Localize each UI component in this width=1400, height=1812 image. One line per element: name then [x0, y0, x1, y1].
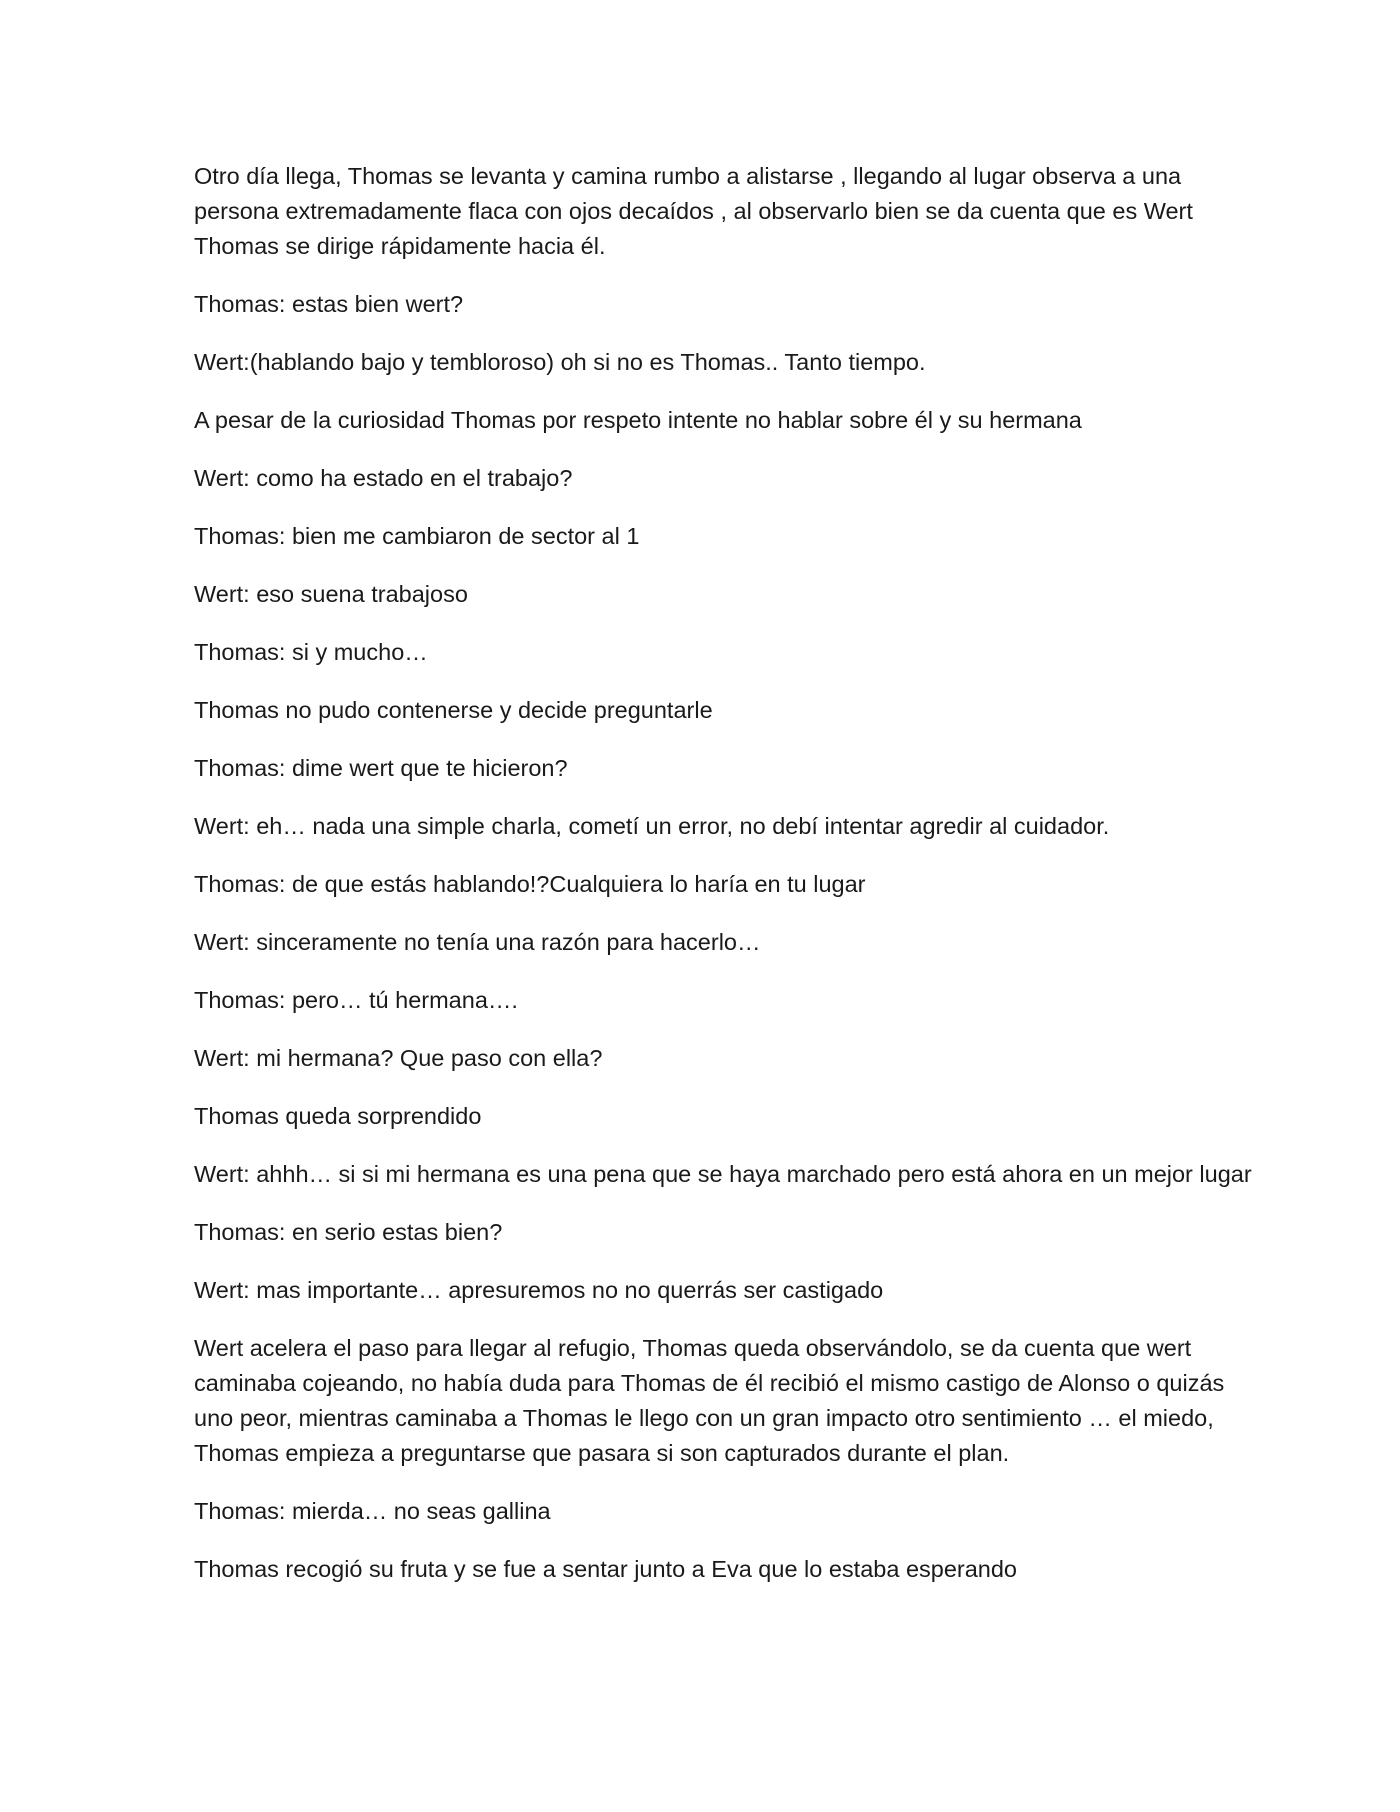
paragraph-dialogue: Wert:(hablando bajo y tembloroso) oh si no es Thomas.. Tanto tiempo. [194, 349, 926, 375]
paragraph-dialogue: Thomas: bien me cambiaron de sector al 1 [194, 523, 640, 549]
document-body [194, 159, 1254, 1610]
paragraph-intro: Otro día llega, Thomas se levanta y camina rumbo a alistarse , llegando al lugar observa a una persona extremadamente flaca con ojos decaídos , al observarlo bien se da cuenta que es Wert Thomas se dirige rápidamente hacia él. [194, 163, 1193, 259]
paragraph-narration: Thomas recogió su fruta y se fue a sentar junto a Eva que lo estaba esperando [194, 1556, 1018, 1582]
paragraph-dialogue: Wert: mi hermana? Que paso con ella? [194, 1045, 603, 1071]
paragraph-dialogue: Wert: como ha estado en el trabajo? [194, 465, 573, 491]
paragraph-narration: Thomas no pudo contenerse y decide preguntarle [194, 697, 713, 723]
paragraph-dialogue: Thomas: pero… tú hermana…. [194, 987, 518, 1013]
paragraph-dialogue: Wert: sinceramente no tenía una razón para hacerlo… [194, 929, 761, 955]
paragraph-dialogue: Thomas: si y mucho… [194, 639, 428, 665]
paragraph-dialogue: Wert: eh… nada una simple charla, cometí un error, no debí intentar agredir al cuidador. [194, 813, 1110, 839]
paragraph-narration: Wert acelera el paso para llegar al refugio, Thomas queda observándolo, se da cuenta que wert caminaba cojeando, no había duda para Thomas de él recibió el mismo castigo de Alonso o quizás uno peor, mientras caminaba a Thomas le llego con un gran impacto otro sentimiento … el miedo, Thomas empieza a preguntarse que pasara si son capturados durante el plan. [194, 1335, 1225, 1466]
paragraph-dialogue: Wert: ahhh… si si mi hermana es una pena que se haya marchado pero está ahora en un mejor lugar [194, 1161, 1252, 1187]
paragraph-dialogue: Thomas: mierda… no seas gallina [194, 1498, 551, 1524]
paragraph-narration: A pesar de la curiosidad Thomas por respeto intente no hablar sobre él y su hermana [194, 407, 1082, 433]
paragraph-dialogue: Wert: eso suena trabajoso [194, 581, 468, 607]
paragraph-dialogue: Thomas: estas bien wert? [194, 291, 464, 317]
paragraph-dialogue: Thomas: dime wert que te hicieron? [194, 755, 568, 781]
paragraph-dialogue: Wert: mas importante… apresuremos no no querrás ser castigado [194, 1277, 884, 1303]
paragraph-dialogue: Thomas: en serio estas bien? [194, 1219, 503, 1245]
paragraph-dialogue: Thomas: de que estás hablando!?Cualquiera lo haría en tu lugar [194, 871, 866, 897]
paragraph-narration: Thomas queda sorprendido [194, 1103, 482, 1129]
